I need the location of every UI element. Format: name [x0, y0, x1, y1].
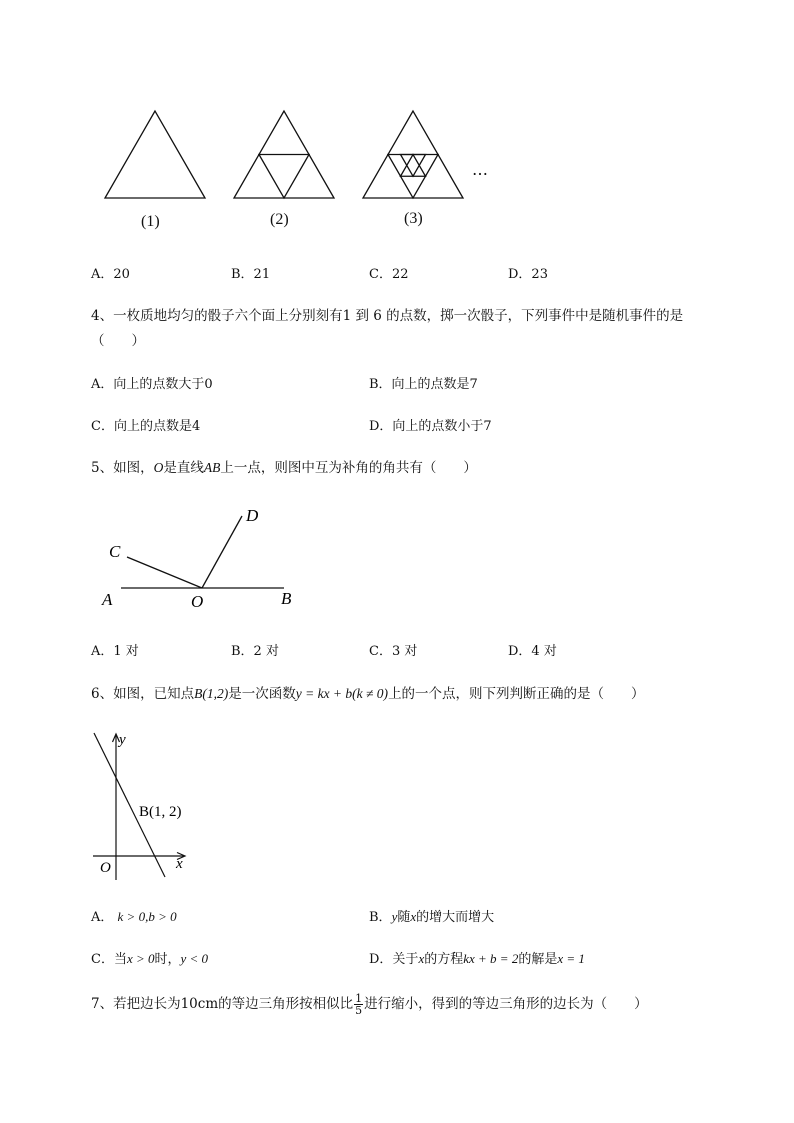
q3-option-d: D．23 — [508, 267, 548, 282]
q6-option-b-var-y: y — [391, 909, 398, 924]
q7-stem-mid: 的等边三角形按相似比 — [218, 996, 354, 1012]
label-o: O — [191, 592, 204, 611]
q6-option-b-prefix: B． — [369, 910, 392, 925]
point-b-label: B(1, 2) — [139, 804, 182, 820]
triangle-figures — [0, 0, 794, 250]
figure-2-triangle — [234, 111, 334, 198]
q7-length: 10cm — [180, 996, 219, 1012]
q3-option-c: C．22 — [369, 267, 409, 282]
q3-option-a: A．20 — [91, 267, 130, 282]
q5-option-a: A．1 对 — [91, 644, 139, 659]
q6-option-d-sol: x = 1 — [557, 951, 585, 966]
label-d: D — [246, 506, 259, 525]
q6-option-a-prefix: A． — [91, 910, 114, 925]
q6-stem-pre: 6、如图，已知点 — [91, 686, 195, 702]
q7-stem-pre: 7、若把边长为 — [91, 996, 181, 1012]
q5-option-b: B．2 对 — [231, 644, 279, 659]
q6-option-c-mid: 时， — [154, 952, 181, 967]
q6-stem-mid: 是一次函数 — [228, 686, 296, 702]
q6-option-b-post: 的增大而增大 — [416, 910, 495, 925]
q5-option-c: C．3 对 — [369, 644, 418, 659]
figure-3-label: (3) — [404, 210, 423, 227]
q7-stem-post: 进行缩小，得到的等边三角形的边长为（ ） — [364, 996, 648, 1012]
q6-option-b-var-x: x — [410, 909, 417, 924]
q4-stem: 4、一枚质地均匀的骰子六个面上分别刻有1 到 6 的点数，掷一次骰子，下列事件中是随机事件的是 — [91, 308, 684, 324]
figure-1-triangle — [105, 111, 205, 198]
q4-option-b: B．向上的点数是7 — [369, 377, 478, 392]
q5-stem-post: 上一点，则图中互为补角的角共有（ ） — [220, 460, 477, 476]
q4-option-a: A．向上的点数大于0 — [91, 377, 213, 392]
q6-option-d-mid: 的方程 — [424, 952, 464, 967]
q6-option-d — [369, 948, 585, 967]
q6-option-c — [91, 948, 208, 967]
q4-option-c: C．向上的点数是4 — [91, 419, 201, 434]
figure-1-label: (1) — [141, 213, 160, 230]
q5-stem-pre: 5、如图， — [91, 460, 154, 476]
linear-function-graph — [0, 725, 220, 885]
label-b: B — [281, 589, 292, 608]
q5-var-o: O — [153, 460, 164, 475]
q6-option-d-mid2: 的解是 — [518, 952, 558, 967]
q7-stem — [91, 992, 648, 1016]
q6-option-c-result: y < 0 — [180, 951, 209, 966]
q6-option-d-prefix: D．关于 — [369, 952, 419, 967]
ellipsis: … — [472, 160, 488, 179]
q7-ratio — [354, 993, 363, 1016]
q6-option-c-prefix: C．当 — [91, 952, 127, 967]
q6-stem — [91, 682, 645, 702]
q5-stem — [91, 456, 477, 476]
q6-option-b-mid: 随 — [397, 910, 411, 925]
q6-option-d-var-x: x — [418, 951, 425, 966]
q6-option-a — [91, 906, 177, 925]
label-c: C — [109, 542, 121, 561]
ray-oc — [127, 557, 202, 588]
q3-option-b: B．21 — [231, 267, 271, 282]
q6-option-a-expr: k > 0,b > 0 — [117, 909, 177, 924]
q5-option-d: D．4 对 — [508, 644, 557, 659]
q5-var-ab: AB — [203, 460, 221, 475]
q6-point: B(1,2) — [194, 686, 229, 701]
ray-od — [202, 516, 242, 588]
figure-2-label: (2) — [270, 211, 289, 228]
q5-stem-mid: 是直线 — [163, 460, 204, 476]
angle-figure — [0, 495, 320, 615]
figure-3-triangle — [363, 111, 463, 198]
q6-option-b — [369, 906, 494, 925]
q4-blank: （ ） — [91, 333, 145, 349]
q6-option-c-cond: x > 0 — [126, 951, 155, 966]
q6-stem-post: 上的一个点，则下列判断正确的是（ ） — [388, 686, 645, 702]
y-axis-label: y — [119, 732, 126, 748]
q4-option-d: D．向上的点数小于7 — [369, 419, 492, 434]
q7-ratio-num: 1 — [355, 992, 363, 1005]
x-axis-label: x — [176, 856, 183, 872]
q6-function: y = kx + b(k ≠ 0) — [295, 686, 389, 701]
q7-ratio-den: 5 — [355, 1004, 363, 1017]
q6-option-d-eq: kx + b = 2 — [463, 951, 519, 966]
origin-label: O — [100, 860, 111, 876]
label-a: A — [102, 590, 113, 609]
